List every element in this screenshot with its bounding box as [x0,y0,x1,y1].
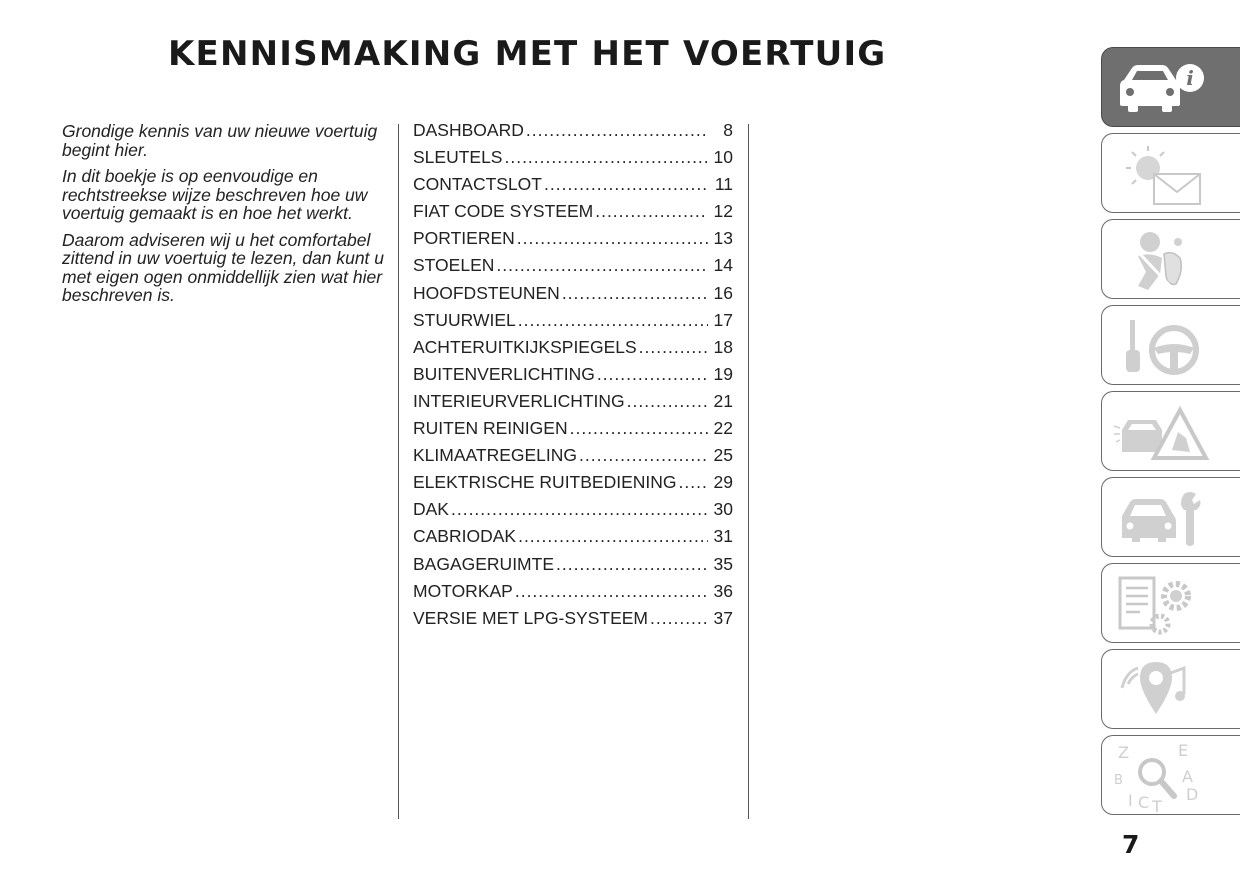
toc-leader-dots [650,608,708,629]
toc-page-number: 12 [713,201,733,222]
toc-page-number: 25 [713,445,733,466]
index-letter: C [1138,793,1150,812]
toc-entry-portieren[interactable] [413,228,733,255]
column-divider-left [398,124,399,819]
toc-entry-motorkap[interactable] [413,581,733,608]
toc-label: DASHBOARD [413,120,524,140]
specifications-gears-icon [1110,568,1220,640]
toc-entry-stoelen[interactable] [413,255,733,282]
toc-entry-klimaatregeling[interactable] [413,445,733,472]
toc-label: ACHTERUITKIJKSPIEGELS [413,336,637,357]
chapter-tab-emergency[interactable] [1101,391,1240,471]
toc-label: HOOFDSTEUNEN [413,282,560,303]
index-letter: B [1114,773,1123,788]
toc-entry-contactslot[interactable] [413,174,733,201]
multimedia-navigation-icon [1110,654,1220,726]
toc-page-number: 22 [713,418,733,439]
toc-leader-dots [562,283,708,304]
toc-leader-dots [451,499,708,520]
toc-page-number: 30 [713,499,733,520]
toc-page-number: 18 [713,336,733,357]
toc-page-number: 14 [713,255,733,276]
chapter-tab-starting-driving[interactable] [1101,305,1240,385]
toc-entry-cabriodak[interactable] [413,526,733,553]
toc-page-number: 37 [713,607,733,628]
toc-label: ELEKTRISCHE RUITBEDIENING [413,472,677,493]
chapter-tab-introduction[interactable] [1101,47,1240,127]
toc-leader-dots [570,418,708,439]
toc-label: PORTIEREN [413,228,515,249]
toc-entry-fiat-code-systeem[interactable] [413,201,733,228]
car-info-icon [1110,52,1220,124]
toc-leader-dots [496,255,708,276]
toc-page-number: 13 [713,228,733,249]
index-letter: Z [1118,743,1129,762]
chapter-tab-safety[interactable] [1101,219,1240,299]
toc-label: VERSIE MET LPG-SYSTEEM [413,607,649,628]
toc-label: STOELEN [413,255,495,276]
toc-leader-dots [526,120,708,141]
toc-page-number: 16 [713,282,733,303]
toc-leader-dots [556,554,708,575]
toc-entry-hoofdsteunen[interactable] [413,283,733,310]
toc-label: CABRIODAK [413,526,517,547]
toc-label: CONTACTSLOT [413,174,542,195]
toc-label: KLIMAATREGELING [413,445,578,466]
key-steering-wheel-icon [1110,310,1220,382]
car-wrench-icon [1110,482,1220,554]
toc-leader-dots [597,364,708,385]
toc-entry-bagageruimte[interactable] [413,554,733,581]
toc-leader-dots [579,445,708,466]
toc-page-number: 19 [713,363,733,384]
chapter-tab-instrument-panel[interactable] [1101,133,1240,213]
toc-leader-dots [515,581,708,602]
intro-paragraph: In dit boekje is op eenvoudige en rechtstreekse wijze beschreven hoe uw voertuig gemaakt is en hoe het werkt. [62,166,368,223]
toc-leader-dots [504,147,708,168]
intro-paragraph: Grondige kennis van uw nieuwe voertuig begint hier. [62,121,378,160]
toc-entry-interieurverlichting[interactable] [413,391,733,418]
warning-light-message-icon [1110,138,1220,210]
table-of-contents [413,120,733,635]
toc-leader-dots [639,337,708,358]
index-letter: E [1178,741,1189,760]
chapter-tab-index[interactable] [1101,735,1240,815]
toc-label: RUITEN REINIGEN [413,418,568,439]
toc-page-number: 31 [713,526,733,547]
toc-label: BAGAGERUIMTE [413,553,554,574]
toc-entry-elektrische-ruitbediening[interactable] [413,472,733,499]
toc-page-number: 21 [713,390,733,411]
toc-entry-achteruitkijkspiegels[interactable] [413,337,733,364]
index-letter: D [1186,785,1199,804]
toc-page-number: 35 [713,553,733,574]
toc-leader-dots [595,201,708,222]
toc-entry-dak[interactable] [413,499,733,526]
toc-entry-sleutels[interactable] [413,147,733,174]
toc-entry-stuurwiel[interactable] [413,310,733,337]
toc-page-number: 36 [713,580,733,601]
chapter-tab-maintenance[interactable] [1101,477,1240,557]
toc-leader-dots [679,472,708,493]
chapter-tab-multimedia[interactable] [1101,649,1240,729]
toc-label: INTERIEURVERLICHTING [413,390,625,411]
column-divider-right [748,124,749,819]
toc-label: MOTORKAP [413,580,513,601]
toc-entry-dashboard[interactable] [413,120,733,147]
toc-label: SLEUTELS [413,147,503,168]
toc-label: BUITENVERLICHTING [413,363,595,384]
intro-paragraph: Daarom adviseren wij u het comfortabel zittend in uw voertuig te lezen, dan kunt u met eigen ogen onmiddellijk zien wat hier beschreven is. [62,229,385,305]
toc-page-number: 29 [713,472,733,493]
index-letter: A [1182,767,1193,786]
svg-text:i: i [1186,66,1194,90]
toc-leader-dots [544,174,708,195]
toc-page-number: 10 [713,147,733,168]
index-letter: T [1152,797,1162,812]
toc-label: DAK [413,499,449,520]
toc-label: FIAT CODE SYSTEEM [413,201,594,222]
toc-entry-buitenverlichting[interactable] [413,364,733,391]
toc-leader-dots [517,228,708,249]
toc-page-number: 17 [713,309,733,330]
toc-leader-dots [518,310,708,331]
alphabetical-index-icon [1110,740,1220,812]
toc-leader-dots [627,391,708,412]
car-warning-triangle-icon [1110,396,1220,468]
chapter-tab-technical-data[interactable] [1101,563,1240,643]
seatbelt-airbag-icon [1110,224,1220,296]
index-letter: I [1128,791,1133,810]
page-title: KENNISMAKING MET HET VOERTUIG [168,34,887,74]
toc-page-number: 11 [714,174,733,195]
toc-page-number: 8 [723,120,733,140]
intro-text [62,122,392,313]
toc-entry-versie-met-lpg-systeem[interactable] [413,608,733,635]
toc-label: STUURWIEL [413,309,516,330]
toc-entry-ruiten-reinigen[interactable] [413,418,733,445]
toc-leader-dots [518,526,708,547]
page-number: 7 [1122,830,1140,859]
